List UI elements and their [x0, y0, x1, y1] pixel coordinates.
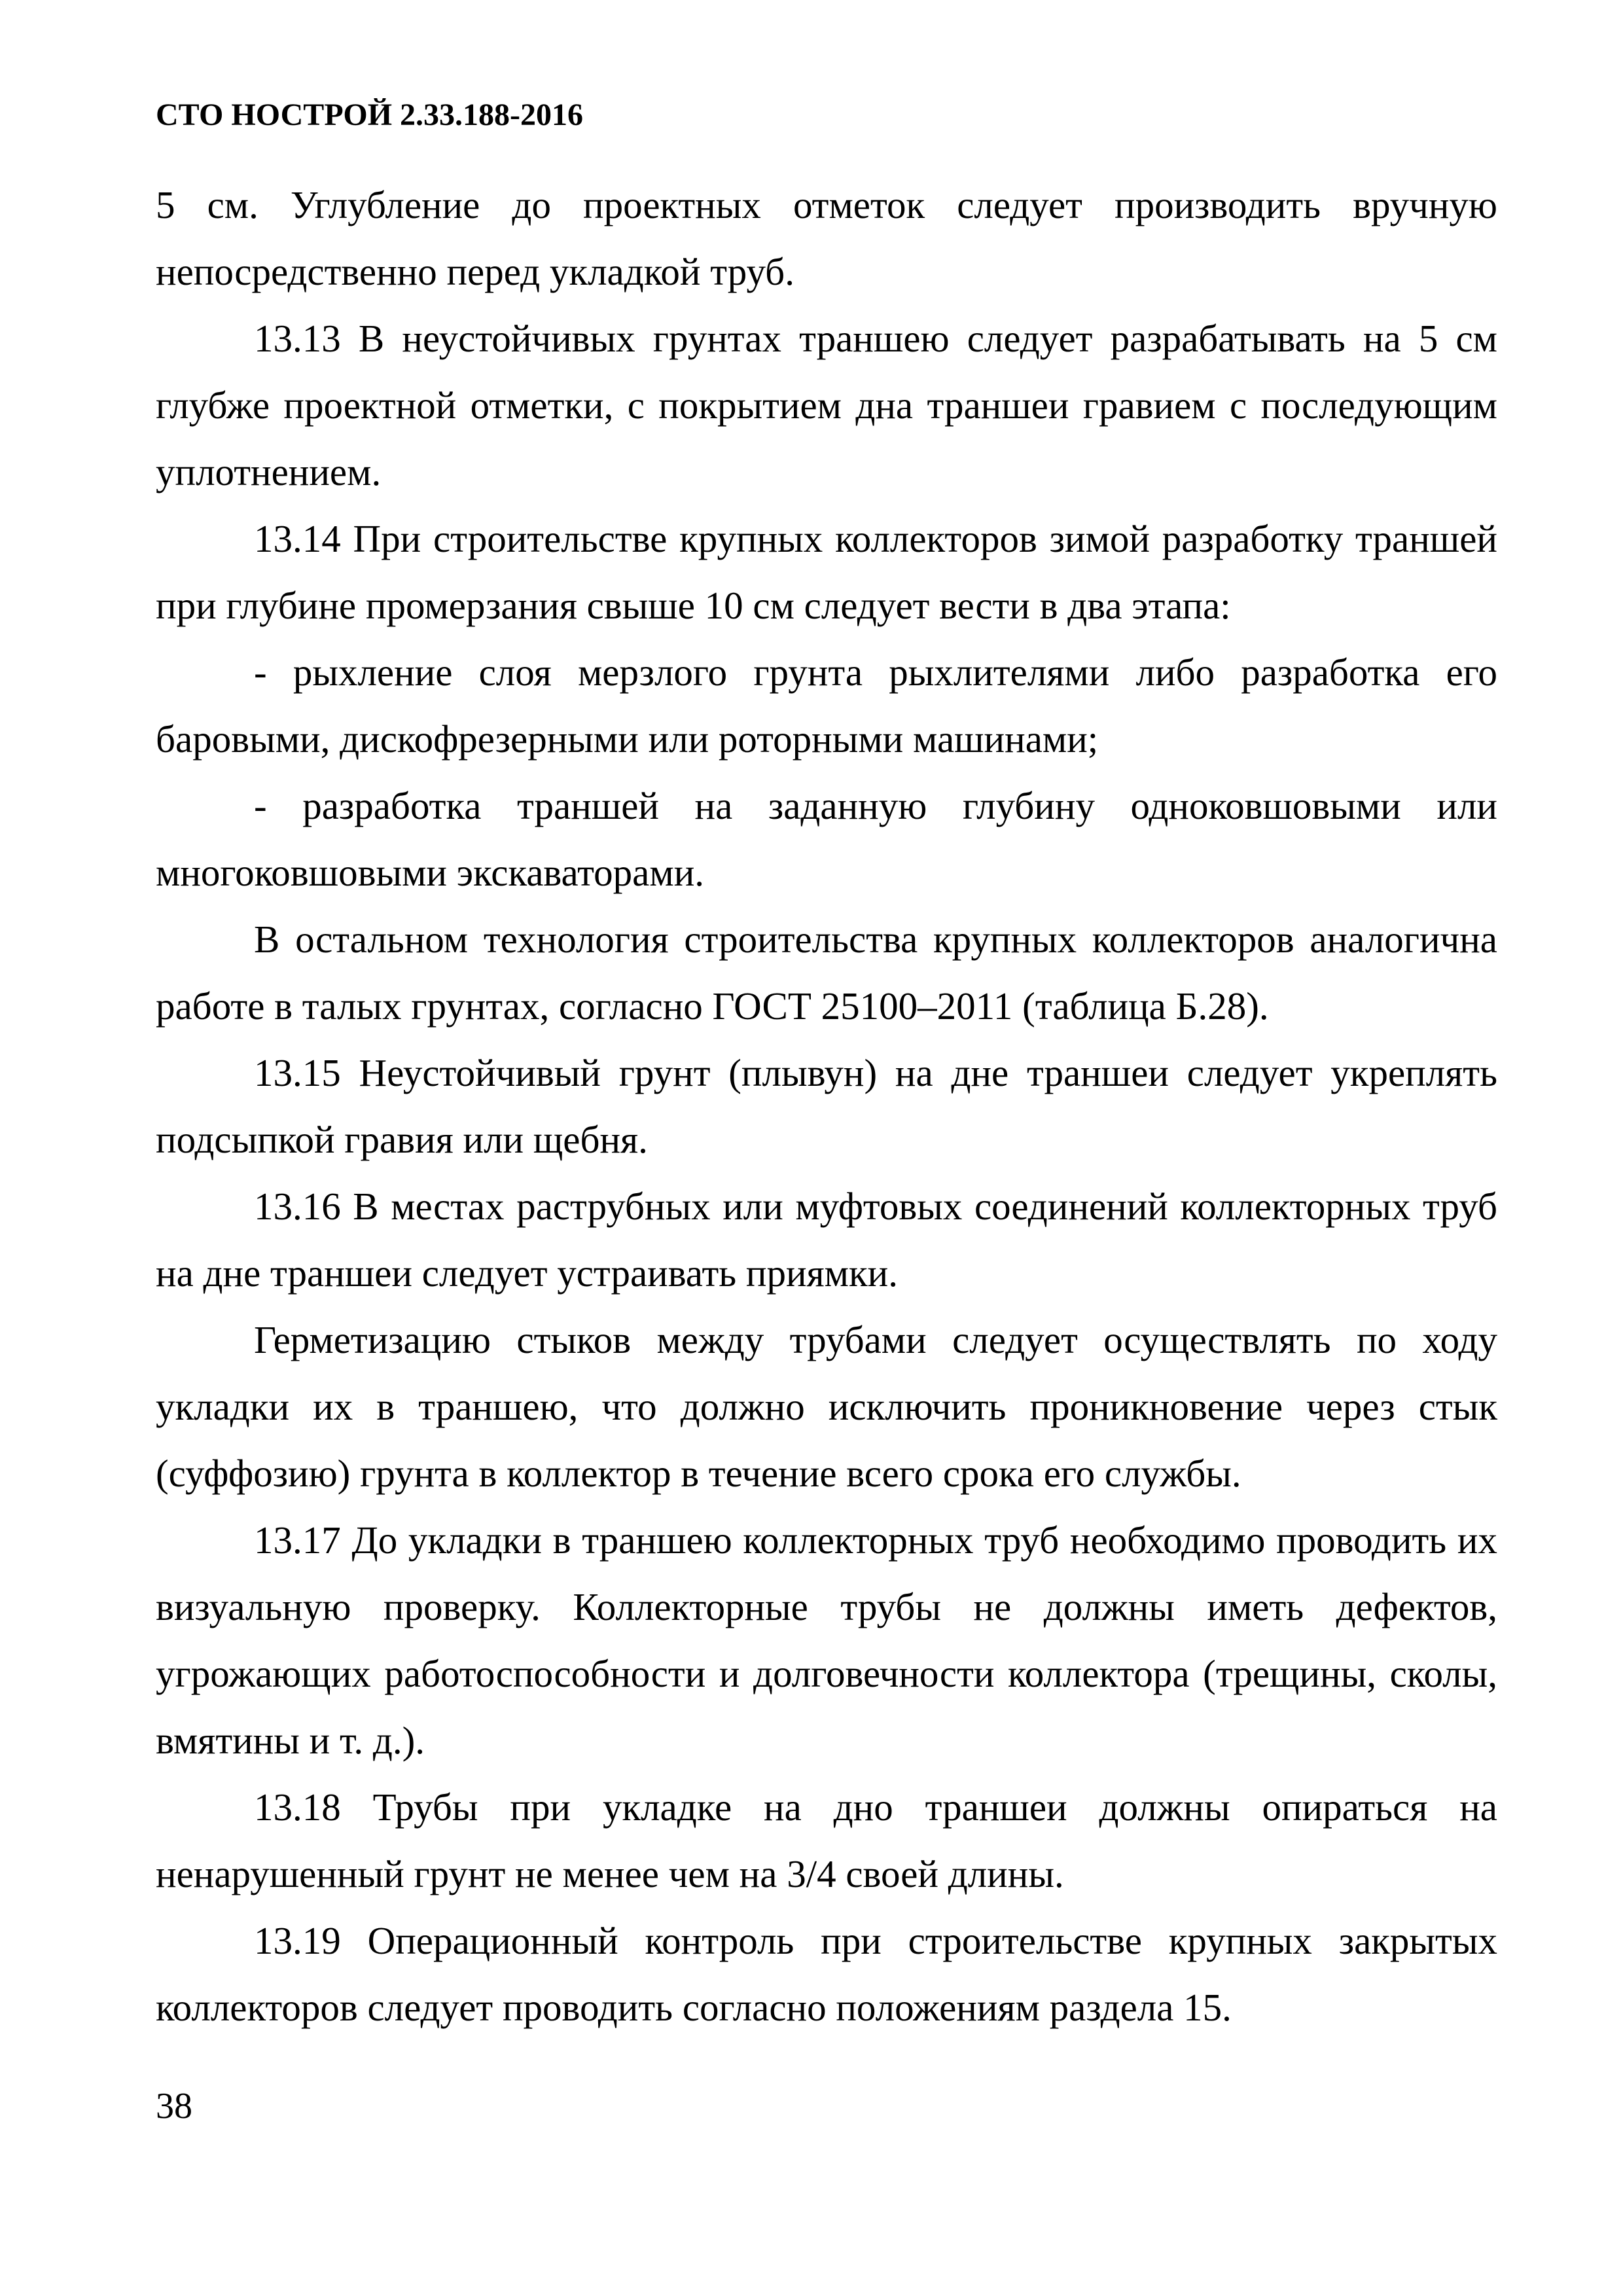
paragraph-13-16: 13.16 В местах раструбных или муфтовых соединений коллекторных труб на дне траншеи следует устраивать приямки.	[156, 1185, 1497, 1295]
paragraph-13-14: 13.14 При строительстве крупных коллекторов зимой разработку траншей при глубине промерзания свыше 10 см следует вести в два этапа:	[156, 517, 1497, 627]
paragraph-continuation: 5 см. Углубление до проектных отметок следует производить вручную непосредственно перед укладкой труб.	[156, 183, 1497, 293]
paragraph-13-17: 13.17 До укладки в траншею коллекторных труб необходимо проводить их визуальную проверку. Коллекторные трубы не должны иметь дефектов, угрожающих работоспособности и долговечности коллектора (трещины, сколы, вмятины и т. д.).	[156, 1518, 1497, 1762]
paragraph-13-13: 13.13 В неустойчивых грунтах траншею следует разрабатывать на 5 см глубже проектной отметки, с покрытием дна траншеи гравием с последующим уплотнением.	[156, 317, 1497, 493]
paragraph-13-18: 13.18 Трубы при укладке на дно траншеи должны опираться на ненарушенный грунт не менее чем на 3/4 своей длины.	[156, 1785, 1497, 1895]
document-code-header: СТО НОСТРОЙ 2.33.188-2016	[156, 98, 584, 132]
paragraph-13-19: 13.19 Операционный контроль при строительстве крупных закрытых коллекторов следует проводить согласно положениям раздела 15.	[156, 1919, 1497, 2029]
paragraph-sealing: Герметизацию стыков между трубами следует осуществлять по ходу укладки их в траншею, что должно исключить проникновение через стык (суффозию) грунта в коллектор в течение всего срока его службы.	[156, 1318, 1497, 1495]
page-number: 38	[156, 2086, 192, 2126]
paragraph-technology: В остальном технология строительства крупных коллекторов аналогична работе в талых грунтах, согласно ГОСТ 25100–2011 (таблица Б.28).	[156, 918, 1497, 1028]
list-item-loosening: - рыхление слоя мерзлого грунта рыхлителями либо разработка его баровыми, дискофрезерными или роторными машинами;	[156, 651, 1497, 761]
body-text	[156, 171, 1497, 2041]
list-item-excavation: - разработка траншей на заданную глубину одноковшовыми или многоковшовыми экскаваторами.	[156, 784, 1497, 894]
paragraph-13-15: 13.15 Неустойчивый грунт (плывун) на дне траншеи следует укреплять подсыпкой гравия или щебня.	[156, 1051, 1497, 1161]
